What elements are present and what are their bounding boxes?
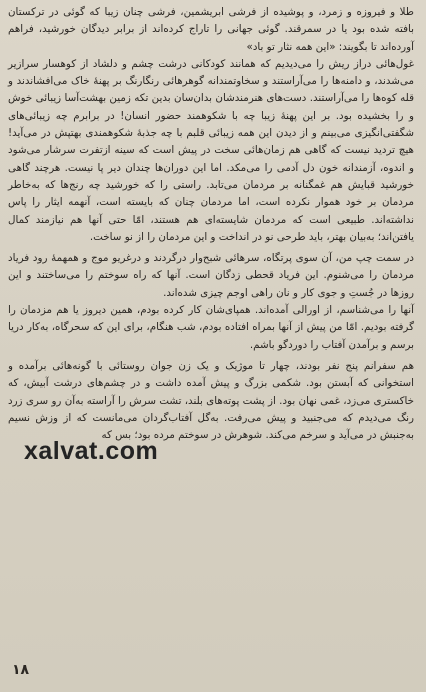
watermark-logo: xalvat.com: [24, 437, 159, 465]
page-number: ۱۸: [12, 662, 30, 678]
paragraph-2: غول‌هائی دراز ریش را می‌دیدیم که همانند کودکانی درشت چشم و دلشاد از کوهسار سرازیر می‌شدند، و دامنه‌ها را می‌آراستند و سخاوتمندانه گوهرهائی رنگارنگ بر پهنهٔ خاک می‌افشاندند و قله کوه‌ها را می‌آراستند. دست‌های هنرمندشان بدان‌سان بدین تکه زمین بهشت‌آسا زیبائی خوش و را بخشیده بود. بر این پهنهٔ زیبا چه با شکوهمند حضور انسان! در برابرم چه زیبائی‌های شگفتی‌انگیزی می‌بینم و از دیدن این همه زیبائی قلبم با چه جذبهٔ شکوهمندی بهتپش در می‌آید! هیچ تردید نیست که گاهی هم زمان‌هائی سخت در پیش است که سینه ازتفرت سرشار می‌شود و اندوه، آزمندانه خون دل آدمی را می‌مکد. اما این دوران‌ها چندان دیر پا نیست. هرچند گاهی خورشید قبایش هم غمگنانه بر مردمان می‌تابد. راستی را که خورشید چه رنج‌ها که به‌خاطر مردمان بر خود هموار نکرده است، اما مردمان چنان که بایسته است، آنهمه ایثار را پاس نداشته‌اند. طبیعی است که مردمان شایسته‌ای هم هستند، امّا حتی آنها هم نیازمند کمال یافتن‌اند؛ به‌بیان بهتر، باید طرحی نو در انداخت و این مردمان را از نو ساخت.: [8, 57, 414, 243]
paragraph-1: طلا و فیروزه و زمرد، و پوشیده از فرشی ابریشمین، فرشی چنان زیبا که گوئی در ترکستان بافته شده بود یا در سمرقند. گوئی جهانی را تاراج کرده‌اند از برابر دیدگان خورشید، فراهم آورده‌اند تا بگویند: «این همه نثار تو باد»: [8, 6, 414, 53]
paragraph-5: هم سفرانم پنج نفر بودند، چهار تا موژیک و یک زن جوان روستائی با گونه‌هائی برآمده و استخوانی که آبستن بود. شکمی بزرگ و پیش آمده داشت و در چشم‌های درشت آبیش، که خاکستری می‌زد، غمی نهان بود. از پشت پوته‌های بلند، تشت سرش را آراسته به‌آن رو سری زرد رنگ می‌دیدم که می‌جنبید و پیش می‌رفت. به‌گل آفتاب‌گردان می‌مانست که از وزش نسیم به‌جنبش در می‌آید و سرخم می‌کند. شوهرش در سوختم مرده بود؛ بس که: [8, 359, 414, 442]
body-text: [8, 4, 414, 444]
paragraph-3: در سمت چپ من، آن سوی پرتگاه، سرهائی شبح‌وار درگردند و درغریو موج و همهمهٔ رود فریاد مردمان را می‌شنوم. این فریاد قحطی زدگان است. آنها که راه سوختم را می‌ساختند و این روزها در جُستِ و جوی کار و نان راهی اوجم چیزی شده‌اند.: [8, 252, 414, 299]
paragraph-4: آنها را می‌شناسم، از اورالی آمده‌اند. همپای‌شان کار کرده بودم، همین دیروز یا هم مزدمان را گرفته بودیم. امّا من پیش از آنها بمراه افتاده بودم، شب هنگام، برای این که سحرگاه، به‌کار دریا برسم و برآمدن آفتاب را دوردگو باشم.: [8, 304, 414, 351]
